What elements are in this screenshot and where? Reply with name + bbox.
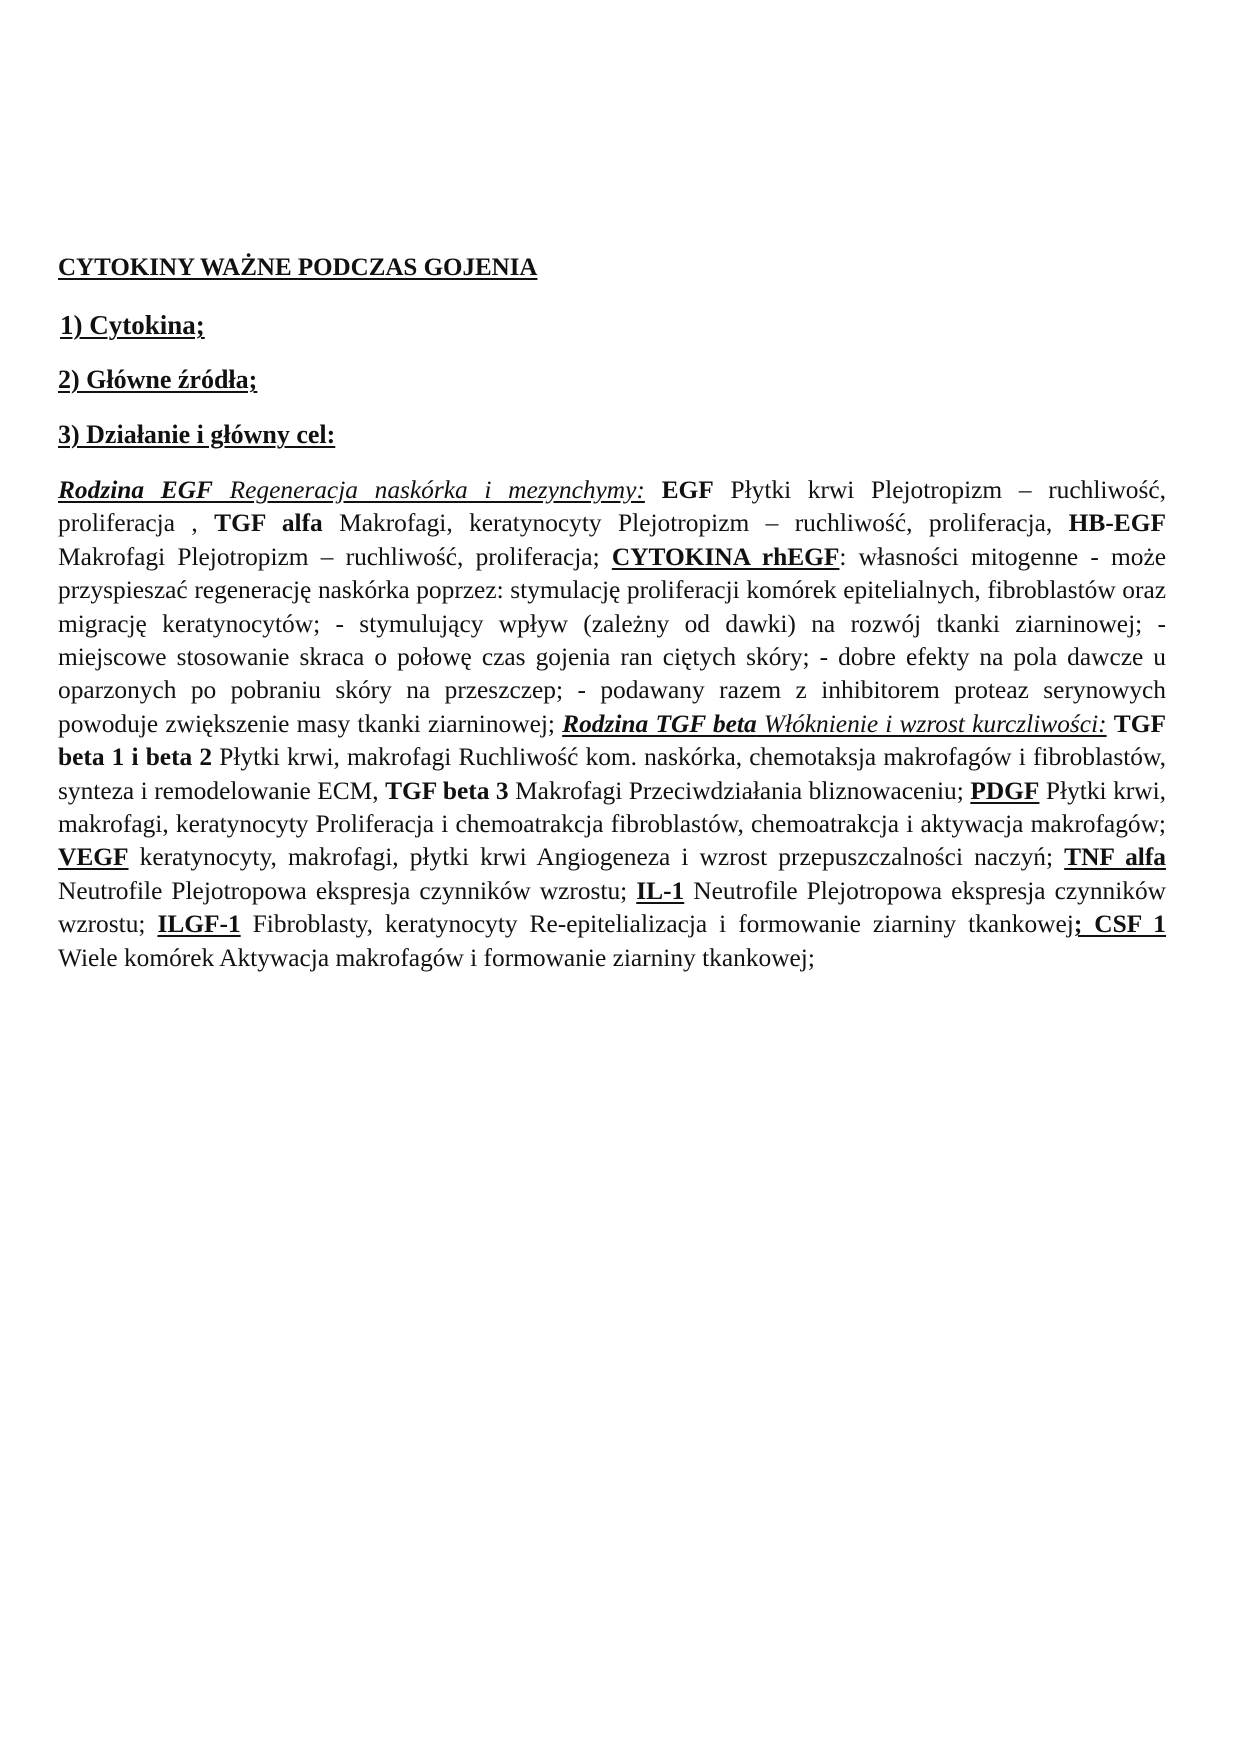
heading-cytokina: 1) Cytokina; <box>60 310 205 340</box>
page-title: CYTOKINY WAŻNE PODCZAS GOJENIA <box>58 254 538 281</box>
heading-dzialanie: 3) Działanie i główny cel: <box>58 420 336 449</box>
text-run: keratynocyty, makrofagi, płytki krwi Angiogeneza i wzrost przepuszczalności naczyń; <box>128 843 1065 872</box>
text-run: Makrofagi, keratynocyty Plejotropizm – ruchliwość, proliferacja, <box>322 509 1069 538</box>
text-run: Płytki krwi, makrofagi, keratynocyty Proliferacja i chemoatrakcja fibroblastów, chemoatrakcja i aktywacja makrofagów; <box>58 776 1166 839</box>
section-label-egf-family: Rodzina EGF <box>58 476 213 504</box>
body-paragraph <box>58 474 1166 975</box>
text-run: Fibroblasty, keratynocyty Re-epitelializacja i formowanie ziarniny tkankowej <box>240 910 1074 939</box>
section-subtitle-tgf-beta-family: Włóknienie i wzrost kurczliwości: <box>756 709 1107 738</box>
cytokine-tgf-alfa: TGF alfa <box>214 509 323 538</box>
cytokine-csf-1: ; CSF 1 <box>1073 910 1167 939</box>
text-run: Makrofagi Plejotropizm – ruchliwość, proliferacja; <box>58 542 612 571</box>
cytokine-vegf: VEGF <box>58 843 129 872</box>
section-label-tgf-beta-family: Rodzina TGF beta <box>562 709 757 738</box>
text-run: Makrofagi Przeciwdziałania bliznowaceniu; <box>508 776 971 805</box>
section-subtitle-egf-family: Regeneracja naskórka i mezynchymy: <box>212 476 645 504</box>
cytokine-tgf-beta-1-2: TGF beta 1 i beta 2 <box>58 709 1166 772</box>
text-run: : własności mitogenne - może przyspieszać regenerację naskórka poprzez: stymulację proliferacji komórek epitelialnych, fibroblastów oraz migrację keratynocytów; - stymulujący wpływ (zależny od dawki) na rozwój tkanki ziarninowej; - miejscowe stosowanie skraca o połowę czas gojenia ran ciętych skóry; - dobre efekty na pola dawcze u oparzonych po pobraniu skóry na przeszczep; - podawany razem z inhibitorem proteaz serynowych powoduje zwiększenie masy tkanki ziarninowej; <box>58 542 1167 738</box>
text-run: Neutrofile Plejotropowa ekspresja czynników wzrostu; <box>58 876 637 905</box>
cytokine-pdgf: PDGF <box>970 776 1040 805</box>
cytokine-tnf-alfa: TNF alfa <box>1064 843 1166 872</box>
text-run: Płytki krwi, makrofagi Ruchliwość kom. naskórka, chemotaksja makrofagów i fibroblastów, synteza i remodelowanie ECM, <box>58 743 1166 805</box>
text-run: Płytki krwi Plejotropizm – ruchliwość, proliferacja , <box>58 476 1166 538</box>
cytokine-rhegf: CYTOKINA rhEGF <box>611 542 840 571</box>
text-run <box>645 476 662 504</box>
text-run <box>1107 710 1114 738</box>
cytokine-egf: EGF <box>661 476 714 504</box>
cytokine-il-1: IL-1 <box>636 876 685 905</box>
cytokine-ilgf-1: ILGF-1 <box>157 910 241 939</box>
heading-glowne-zrodla: 2) Główne źródła; <box>58 365 258 394</box>
text-run: Neutrofile Plejotropowa ekspresja czynników wzrostu; <box>58 876 1166 939</box>
cytokine-hb-egf: HB-EGF <box>1068 509 1166 538</box>
text-run: Wiele komórek Aktywacja makrofagów i formowanie ziarniny tkankowej; <box>58 943 815 972</box>
cytokine-tgf-beta-3: TGF beta 3 <box>385 776 509 805</box>
